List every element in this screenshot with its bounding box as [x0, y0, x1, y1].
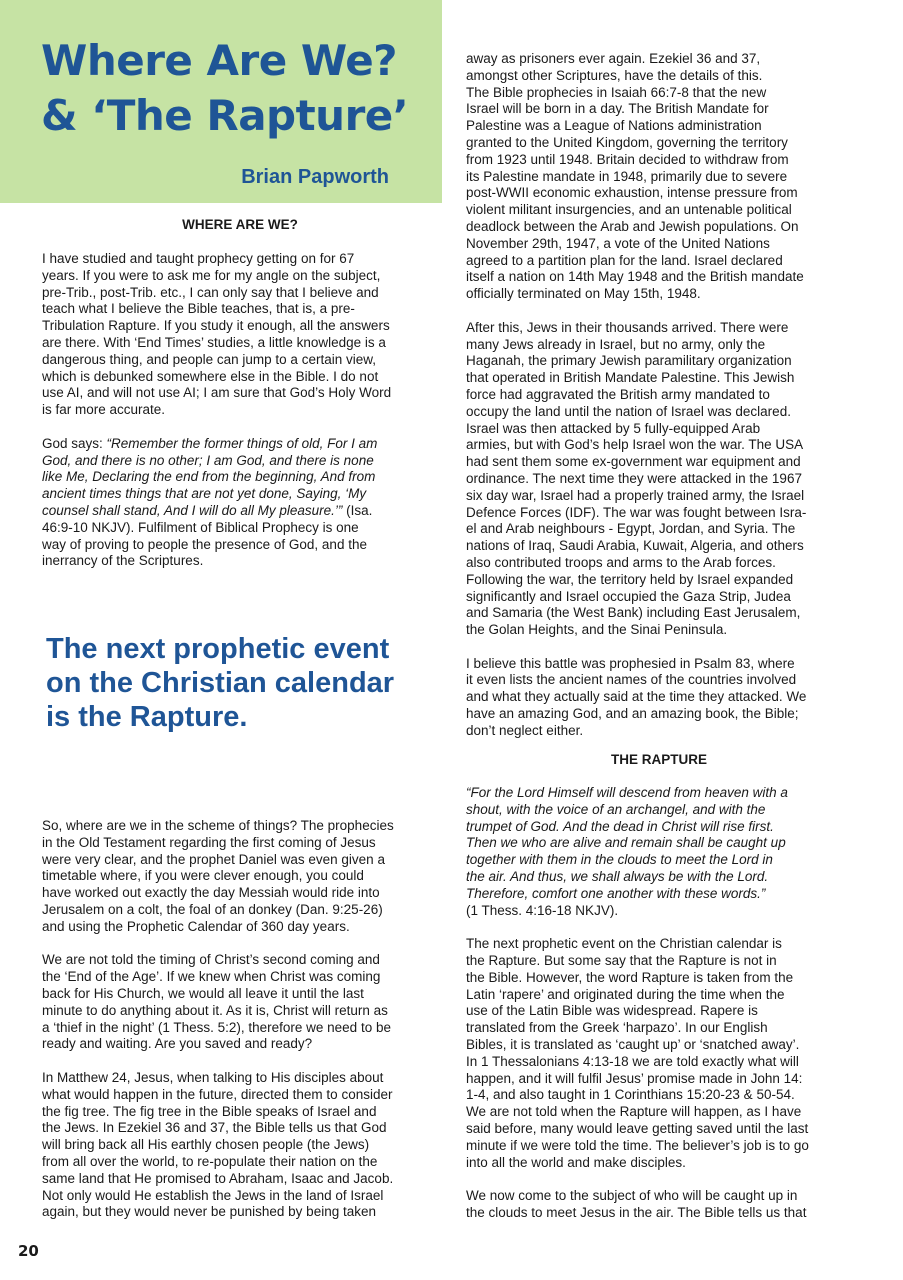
section-heading-the-rapture: THE RAPTURE [610, 752, 707, 767]
scripture-quote: “Remember the former things of old, For I am God, and there is no other; I am God, and there is none like Me, Declaring the end from the beginning, And from ancient times things that are not yet done, Saying, ‘My counsel shall stand, And I will do all My pleasure.’” [42, 435, 378, 518]
paragraph: The next prophetic event on the Christian calendar is the Rapture. But some say that the Rapture is not in the Bible. However, the word Rapture is taken from the Latin ‘rapere’ and originated during the time when the use of the Latin Bible was widespread. Rapere is translated from the Greek ‘harpazo’. In our English Bibles, it is translated as ‘caught up’ or ‘snatched away’. In 1 Thessalonians 4:13-18 we are told exactly what will happen, and it will fulfil Jesus’ promise made in John 14: 1-4, and also taught in 1 Corinthians 15:20-23 & 50-54. We are not told when the Rapture will happen, as I have said before, many would leave getting saved until the last minute if we were told the time. The believer’s job is to go into all the world and make disciples. [466, 936, 809, 1170]
paragraph-intro: God says: [42, 435, 107, 451]
paragraph: We are not told the timing of Christ’s second coming and the ‘End of the Age’. If we knew when Christ was coming back for His Church, we would all leave it until the last minute to do anything about it. As it is, Christ will return as a ‘thief in the night’ (1 Thess. 5:2), therefore we need to be ready and waiting. Are you saved and ready? [42, 952, 391, 1052]
paragraph: I believe this battle was prophesied in Psalm 83, where it even lists the ancient names of the countries involved and what they actually said at the time they attacked. We have an amazing God, and an amazing book, the Bible; don’t neglect either. [466, 655, 807, 738]
paragraph [42, 436, 442, 570]
title-line-2: & ‘The Rapture’ [41, 91, 409, 140]
pull-quote [46, 632, 436, 734]
paragraph: So, where are we in the scheme of things? The prophecies in the Old Testament regarding the first coming of Jesus were very clear, and the prophet Daniel was even given a timetable where, if you were clever enough, you could have worked out exactly the day Messiah would ride into Jerusalem on a colt, the foal of an donkey (Dan. 9:25-26) and using the Prophetic Calendar of 360 day years. [42, 818, 394, 934]
article-title [41, 33, 408, 143]
page-number: 20 [18, 1242, 39, 1260]
title-line-1: Where Are We? [41, 36, 398, 85]
title-banner [0, 0, 442, 203]
pull-quote-line-1: The next prophetic event [46, 633, 390, 665]
pull-quote-line-3: is the Rapture. [46, 701, 248, 733]
section-heading-where-are-we: WHERE ARE WE? [182, 217, 298, 232]
paragraph: I have studied and taught prophecy getting on for 67 years. If you were to ask me for my angle on the subject, pre-Trib., post-Trib. etc., I can only say that I believe and teach what I believe the Bible teaches, that is, a pre- Tribulation Rapture. If you study it enough, all the answers are there. With ‘End Times’ studies, a little knowledge is a dangerous thing, and people can jump to a certain view, which is debunked somewhere else in the Bible. I do not use AI, and will not use AI; I am sure that God’s Holy Word is far more accurate. [42, 251, 392, 418]
right-column-bottom [466, 785, 866, 1222]
paragraph: After this, Jews in their thousands arrived. There were many Jews already in Israel, but no army, only the Haganah, the primary Jewish paramilitary organization that operated in British Mandate Palestine. This Jewish force had aggravated the British army mandated to occupy the land until the nation of Israel was declared. Israel was then attacked by 5 fully-equipped Arab armies, but with God’s help Israel won the war. The USA had sent them some ex-government war equipment and ordinance. The next time they were attacked in the 1967 six day war, Israel had a properly trained army, the Israel Defence Forces (IDF). The war was fought between Isra- el and Arab neighbours - Egypt, Jordan, and Syria. The nations of Iraq, Saudi Arabia, Kuwait, Algeria, and others also contributed troops and arms to the Arab forces. Following the war, the territory held by Israel expanded significantly and Israel occupied the Gaza Strip, Judea and Samaria (the West Bank) including East Jerusalem, the Golan Heights, and the Sinai Peninsula. [466, 319, 807, 638]
pull-quote-line-2: on the Christian calendar [46, 667, 395, 699]
author-byline: Brian Papworth [241, 166, 389, 188]
scripture-reference: (1 Thess. 4:16-18 NKJV). [466, 902, 619, 918]
left-column-bottom [42, 818, 442, 1221]
right-column-top [466, 51, 866, 740]
left-column-top [42, 251, 442, 570]
scripture-quote-block [466, 785, 866, 919]
paragraph: In Matthew 24, Jesus, when talking to His disciples about what would happen in the future, directed them to consider the fig tree. The fig tree in the Bible speaks of Israel and the Jews. In Ezekiel 36 and 37, the Bible tells us that God will bring back all His earthly chosen people (the Jews) from all over the world, to re-populate their nation on the same land that He promised to Abraham, Isaac and Jacob. Not only would He establish the Jews in the land of Israel again, but they would never be punished by being taken [42, 1069, 394, 1220]
paragraph: We now come to the subject of who will be caught up in the clouds to meet Jesus in the air. The Bible tells us that [466, 1188, 807, 1220]
scripture-quote: “For the Lord Himself will descend from heaven with a shout, with the voice of an archangel, and with the trumpet of God. And the dead in Christ will rise first. Then we who are alive and remain shall be caught up together with them in the clouds to meet the Lord in the air. And thus, we shall always be with the Lord. Therefore, comfort one another with these words.” [466, 785, 788, 901]
paragraph: away as prisoners ever again. Ezekiel 36 and 37, amongst other Scriptures, have the details of this. The Bible prophecies in Isaiah 66:7-8 that the new Israel will be born in a day. The British Mandate for Palestine was a League of Nations administration granted to the United Kingdom, governing the territory from 1923 until 1948. Britain decided to withdraw from its Palestine mandate in 1948, primarily due to severe post-WWII economic exhaustion, intense pressure from violent militant insurgencies, and an untenable political deadlock between the Arab and Jewish populations. On November 29th, 1947, a vote of the United Nations agreed to a partition plan for the land. Israel declared itself a nation on 14th May 1948 and the British mandate officially terminated on May 15th, 1948. [466, 51, 804, 302]
paragraph-continued: (Isa. 46:9-10 NKJV). Fulfilment of Biblical Prophecy is one way of proving to people the presence of God, and the inerrancy of the Scriptures. [42, 502, 373, 569]
